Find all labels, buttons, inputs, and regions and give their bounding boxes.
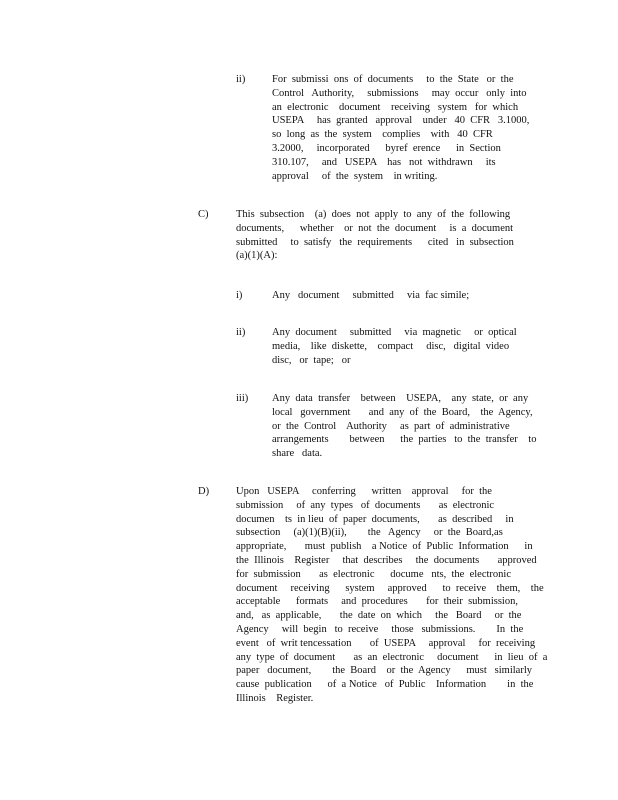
text-line: Upon USEPA conferring written approval for the	[236, 486, 492, 497]
item-label-d: D)	[198, 486, 210, 497]
text-line: media, like diskette, compact disc, digital video	[272, 340, 510, 352]
text-line: subsection (a)(1)(B)(ii), the Agency or the Board,as	[236, 527, 503, 539]
text-line: For submissi ons of documents to the State or the	[272, 74, 514, 85]
text-line: or the Control Authority as part of administrative	[272, 420, 510, 432]
text-line: Illinois Register.	[236, 692, 314, 704]
text-line: for submission as electronic docume nts, the electronic	[236, 568, 511, 580]
item-label-ii-media: ii)	[236, 327, 246, 338]
item-label-ii: ii)	[236, 74, 246, 85]
item-text-i-facsimile	[272, 289, 532, 303]
text-line: submission of any types of documents as electronic	[236, 499, 495, 511]
text-line: so long as the system complies with 40 CFR	[272, 129, 493, 141]
text-line: Any document submitted via fac simile;	[272, 290, 470, 301]
text-line: share data.	[272, 448, 323, 460]
text-line: disc, or tape; or	[272, 354, 351, 366]
item-text-d-usepa-approval	[236, 485, 548, 706]
item-label-c: C)	[198, 209, 209, 220]
item-label-iii: iii)	[236, 393, 249, 404]
text-line: document receiving system approved to receive them, the	[236, 582, 544, 594]
text-line: acceptable formats and procedures for their submission,	[236, 596, 518, 608]
text-line: approval of the system in writing.	[272, 170, 438, 182]
text-line: 3.2000, incorporated byref erence in Section	[272, 142, 501, 154]
text-line: Agency will begin to receive those submissions. In the	[236, 623, 524, 635]
text-line: 310.107, and USEPA has not withdrawn its	[272, 156, 496, 168]
text-line: submitted to satisfy the requirements cited in subsection	[236, 236, 514, 248]
text-line: This subsection (a) does not apply to any of the following	[236, 209, 511, 220]
text-line: local government and any of the Board, the Agency,	[272, 406, 533, 418]
item-text-ii-state-submissions	[272, 73, 532, 183]
text-line: arrangements between the parties to the transfer to	[272, 434, 537, 446]
text-line: Any document submitted via magnetic or optical	[272, 327, 517, 338]
text-line: and, as applicable, the date on which the Board or the	[236, 610, 522, 622]
text-line: the Illinois Register that describes the documents approved	[236, 554, 537, 566]
text-line: Any data transfer between USEPA, any state, or any	[272, 393, 529, 404]
item-label-i: i)	[236, 290, 243, 301]
text-line: event of writ tencessation of USEPA approval for receiving	[236, 637, 536, 649]
item-text-ii-media	[272, 326, 532, 367]
text-line: an electronic document receiving system for which	[272, 101, 519, 113]
text-line: documents, whether or not the document is a document	[236, 222, 514, 234]
text-line: (a)(1)(A):	[236, 250, 278, 262]
text-line: USEPA has granted approval under 40 CFR 3.1000,	[272, 115, 530, 127]
text-line: any type of document as an electronic document in lieu of a	[236, 651, 548, 663]
text-line: Control Authority, submissions may occur only into	[272, 87, 527, 99]
item-text-iii-data-transfer	[272, 392, 537, 461]
text-line: appropriate, must publish a Notice of Public Information in	[236, 541, 533, 553]
item-text-c-exclusions	[236, 208, 536, 263]
text-line: documen ts in lieu of paper documents, as described in	[236, 513, 514, 525]
text-line: paper document, the Board or the Agency must similarly	[236, 665, 532, 677]
text-line: cause publication of a Notice of Public Information in the	[236, 679, 534, 691]
